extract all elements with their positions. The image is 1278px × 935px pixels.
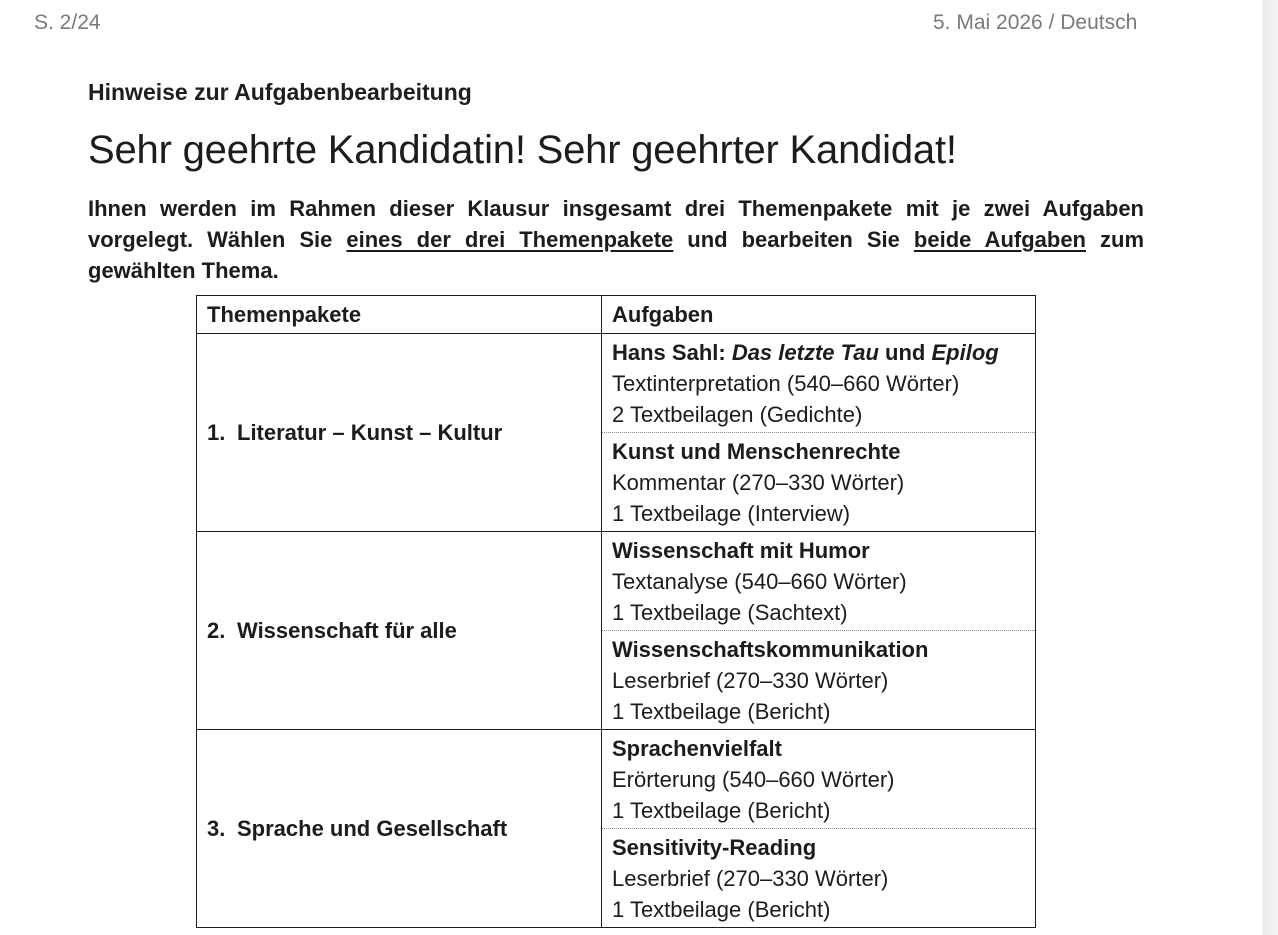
package-name: Wissenschaft für alle — [237, 617, 457, 643]
package-cell-1 — [197, 334, 602, 532]
package-cell-3 — [197, 730, 602, 928]
table-row — [197, 730, 1036, 829]
task-type: Textanalyse (540–660 Wörter) — [612, 568, 907, 594]
task-title: Sensitivity-Reading — [612, 834, 817, 860]
task-cell — [602, 334, 1036, 433]
table-header-row — [197, 296, 1036, 334]
intro-underline-1: eines der drei Themenpakete — [346, 227, 674, 252]
task-title-work-1: Das letzte Tau — [731, 339, 879, 365]
task-type: Leserbrief (270–330 Wörter) — [612, 667, 889, 693]
task-title: Sprachenvielfalt — [612, 735, 782, 761]
package-number: 2. — [207, 617, 226, 643]
themes-table — [196, 295, 1036, 928]
package-number: 3. — [207, 815, 226, 841]
task-attachment: 1 Textbeilage (Bericht) — [612, 698, 831, 724]
task-attachment: 1 Textbeilage (Interview) — [612, 500, 851, 526]
task-attachment: 1 Textbeilage (Sachtext) — [612, 599, 848, 625]
task-cell — [602, 532, 1036, 631]
table-row — [197, 532, 1036, 631]
package-name: Sprache und Gesellschaft — [237, 815, 508, 841]
task-type: Kommentar (270–330 Wörter) — [612, 469, 905, 495]
section-subheading: Hinweise zur Aufgabenbearbeitung — [88, 79, 472, 105]
column-header-tasks: Aufgaben — [602, 296, 1036, 334]
task-attachment: 1 Textbeilage (Bericht) — [612, 896, 831, 922]
package-name: Literatur – Kunst – Kultur — [237, 419, 503, 445]
page-title: Sehr geehrte Kandidatin! Sehr geehrter Kandidat! — [88, 128, 957, 172]
task-attachment: 2 Textbeilagen (Gedichte) — [612, 401, 863, 427]
task-cell — [602, 433, 1036, 532]
page-number: S. 2/24 — [34, 11, 101, 34]
page-scrollbar-edge[interactable] — [1262, 0, 1278, 935]
task-title: Kunst und Menschenrechte — [612, 438, 901, 464]
package-number: 1. — [207, 419, 226, 445]
column-header-packages: Themenpakete — [197, 296, 602, 334]
task-title-prefix: Hans Sahl: — [612, 339, 732, 365]
table-row — [197, 334, 1036, 433]
task-title — [612, 337, 1025, 368]
package-cell-2 — [197, 532, 602, 730]
intro-text-3: zum gewählten Thema. — [88, 227, 1145, 283]
task-cell — [602, 730, 1036, 829]
task-title: Wissenschaft mit Humor — [612, 537, 870, 563]
intro-text-1: Ihnen werden im Rahmen dieser Klausur insgesamt drei Themenpakete mit je zwei Aufgaben vorgelegt. Wählen Sie — [88, 196, 1144, 252]
intro-text-2: und bearbeiten Sie — [673, 227, 914, 252]
intro-paragraph — [88, 193, 1144, 286]
task-type: Leserbrief (270–330 Wörter) — [612, 865, 889, 891]
task-cell — [602, 829, 1036, 928]
task-title-connector: und — [878, 339, 932, 365]
task-cell — [602, 631, 1036, 730]
intro-underline-2: beide Aufgaben — [913, 227, 1086, 252]
task-type: Textinterpretation (540–660 Wörter) — [612, 370, 960, 396]
task-attachment: 1 Textbeilage (Bericht) — [612, 797, 831, 823]
date-subject: 5. Mai 2026 / Deutsch — [933, 11, 1138, 34]
task-type: Erörterung (540–660 Wörter) — [612, 766, 895, 792]
task-title: Wissenschaftskommunikation — [612, 636, 929, 662]
task-title-work-2: Epilog — [931, 339, 999, 365]
